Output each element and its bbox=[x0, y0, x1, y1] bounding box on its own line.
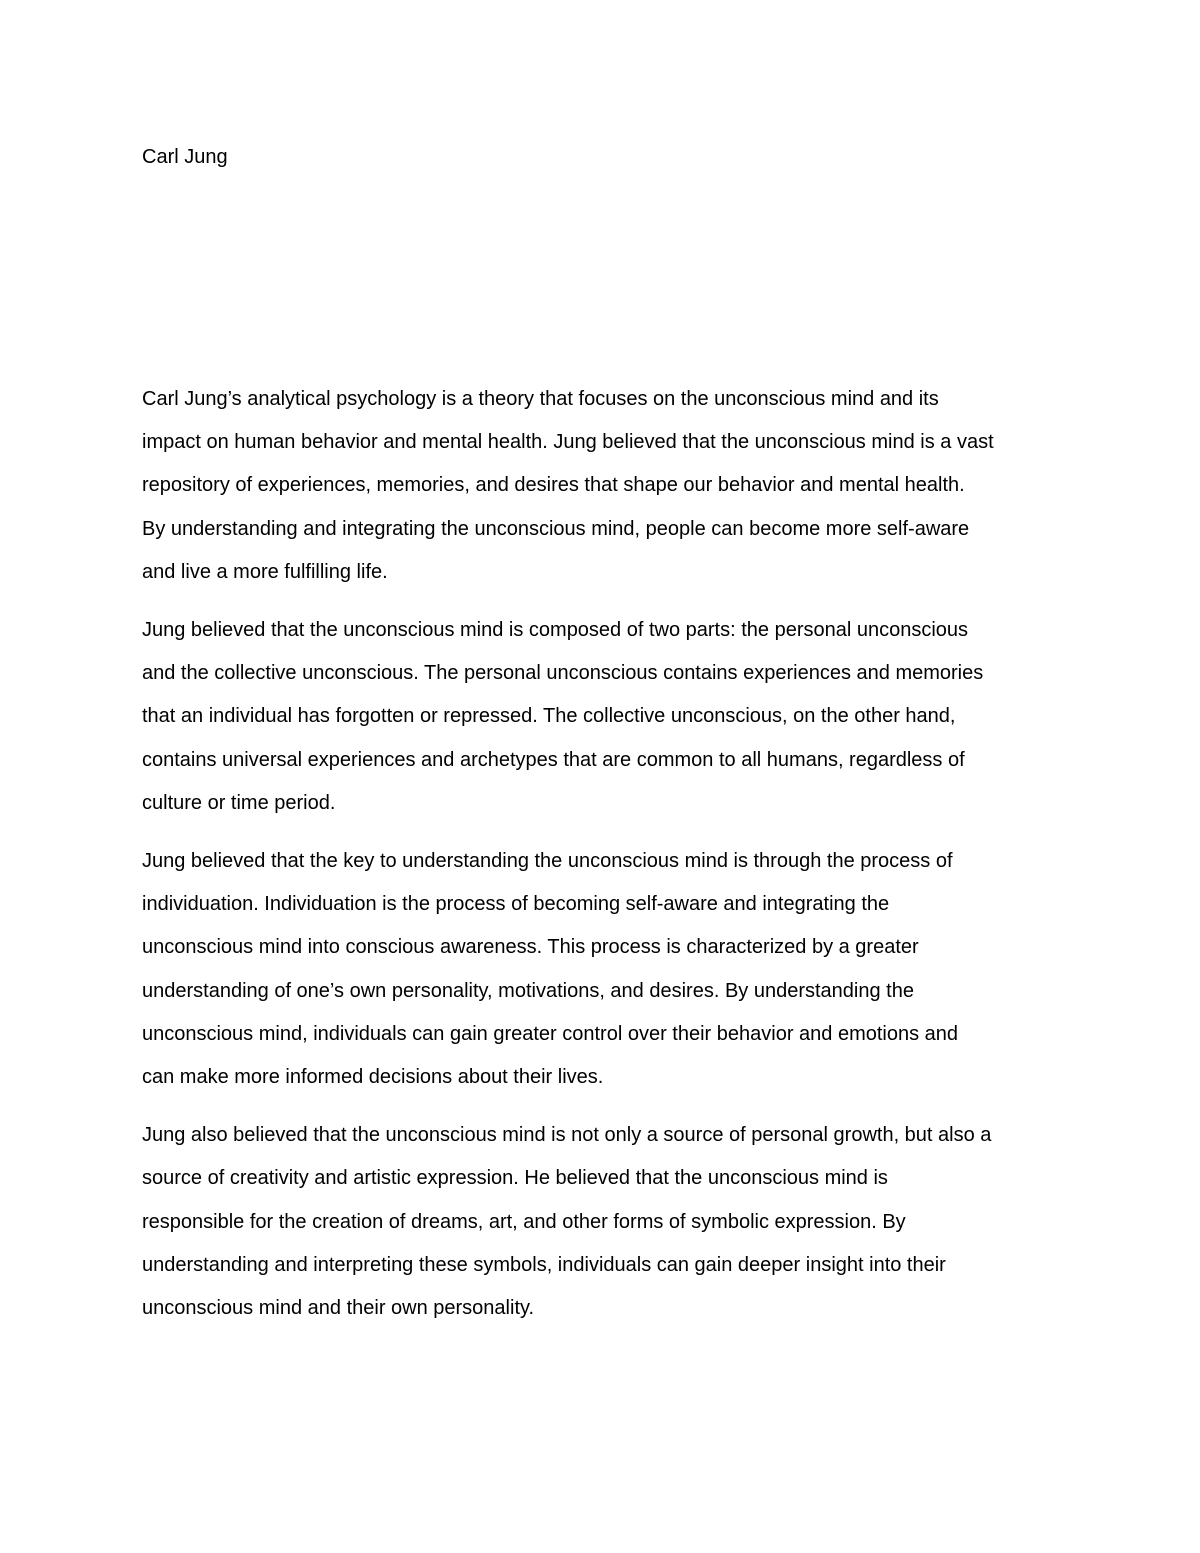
paragraph-line: that an individual has forgotten or repressed. The collective unconscious, on the other hand, bbox=[142, 705, 956, 728]
paragraph-line: Jung believed that the unconscious mind is composed of two parts: the personal unconscious bbox=[142, 619, 969, 642]
paragraph-line: Jung also believed that the unconscious mind is not only a source of personal growth, but also a bbox=[142, 1124, 992, 1147]
paragraph-line: unconscious mind and their own personality. bbox=[142, 1297, 535, 1320]
paragraph-line: responsible for the creation of dreams, art, and other forms of symbolic expression. By bbox=[142, 1210, 906, 1233]
paragraph-line: Carl Jung’s analytical psychology is a theory that focuses on the unconscious mind and its bbox=[142, 388, 939, 410]
paragraph-line: Jung believed that the key to understanding the unconscious mind is through the process of bbox=[142, 850, 953, 873]
paragraph-4 bbox=[142, 1114, 1072, 1330]
paragraph-line: source of creativity and artistic expression. He believed that the unconscious mind is bbox=[142, 1167, 888, 1190]
paragraph-line: and the collective unconscious. The personal unconscious contains experiences and memories bbox=[142, 662, 984, 685]
paragraph-line: understanding of one’s own personality, motivations, and desires. By understanding the bbox=[142, 979, 914, 1002]
paragraph-line: culture or time period. bbox=[142, 791, 336, 814]
document-body bbox=[142, 378, 1072, 1345]
paragraph-2 bbox=[142, 609, 1072, 825]
paragraph-line: unconscious mind, individuals can gain greater control over their behavior and emotions and bbox=[142, 1022, 959, 1045]
document-title: Carl Jung bbox=[142, 146, 228, 168]
paragraph-line: individuation. Individuation is the process of becoming self-aware and integrating the bbox=[142, 893, 890, 916]
paragraph-1 bbox=[142, 378, 1072, 594]
paragraph-line: understanding and interpreting these symbols, individuals can gain deeper insight into their bbox=[142, 1253, 946, 1276]
paragraph-line: and live a more fulfilling life. bbox=[142, 560, 388, 583]
paragraph-line: unconscious mind into conscious awareness. This process is characterized by a greater bbox=[142, 936, 919, 959]
paragraph-line: can make more informed decisions about their lives. bbox=[142, 1066, 604, 1089]
paragraph-line: contains universal experiences and archetypes that are common to all humans, regardless of bbox=[142, 748, 965, 771]
paragraph-3 bbox=[142, 840, 1072, 1099]
paragraph-line: repository of experiences, memories, and desires that shape our behavior and mental health. bbox=[142, 474, 965, 497]
paragraph-line: By understanding and integrating the unconscious mind, people can become more self-aware bbox=[142, 517, 970, 540]
paragraph-line: impact on human behavior and mental health. Jung believed that the unconscious mind is a vast bbox=[142, 431, 994, 454]
